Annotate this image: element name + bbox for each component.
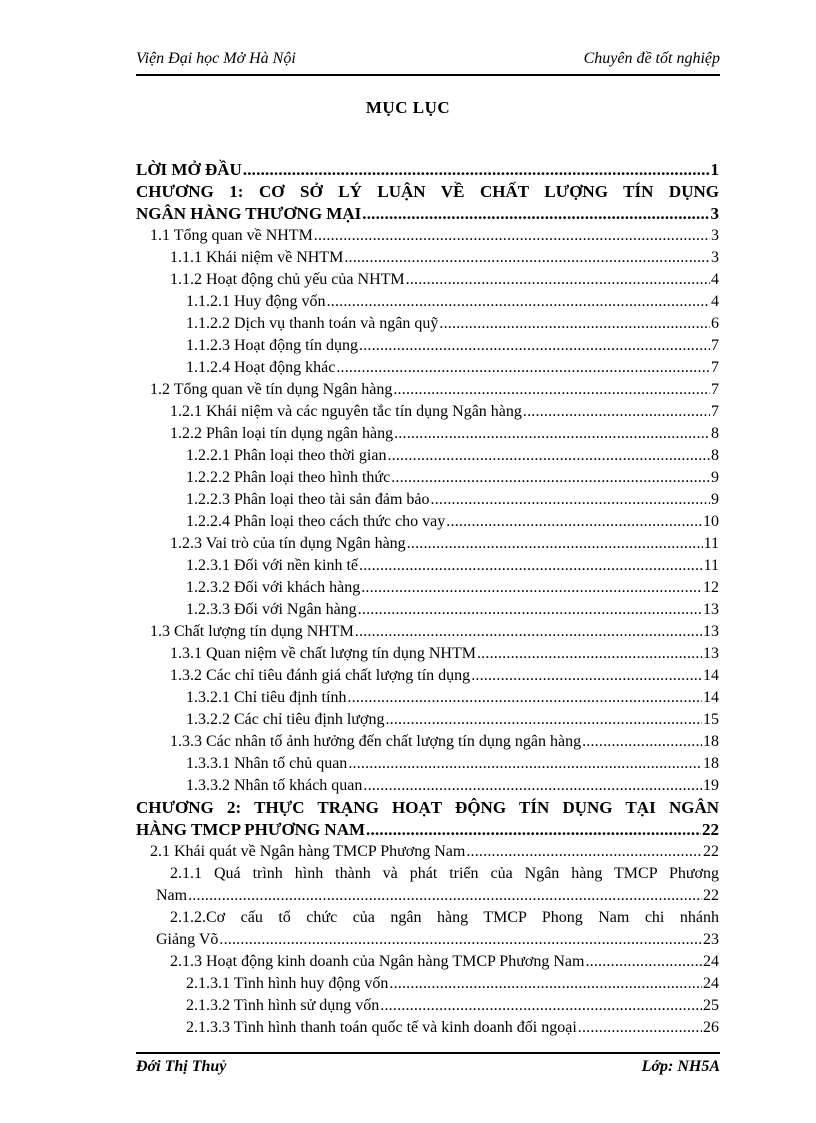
toc-leader-dots: [359, 555, 703, 577]
toc-page-number: 6: [711, 315, 719, 332]
toc-leader-dots: [406, 269, 710, 291]
toc-leader-dots: [327, 291, 710, 313]
toc-page-number: 24: [703, 975, 719, 992]
toc-entry-text: 1.2.3.1 Đối với nền kinh tế: [186, 557, 358, 574]
toc-entry: [136, 841, 719, 863]
toc-entry-text: 1.3.2 Các chỉ tiêu đánh giá chất lượng tín dụng: [170, 667, 471, 684]
toc-page-number: 23: [703, 931, 719, 948]
toc-entry: [136, 577, 719, 599]
toc-page-number: 4: [711, 271, 719, 288]
toc-entry-text: 1.1.2 Hoạt động chủ yếu của NHTM: [170, 271, 405, 288]
toc-leader-dots: [387, 445, 710, 467]
toc-leader-dots: [363, 775, 702, 797]
toc-leader-dots: [477, 643, 702, 665]
toc-entry-text: 1.3.2.2 Các chỉ tiêu định lượng: [186, 711, 385, 728]
toc-entry: [136, 951, 719, 973]
toc-leader-dots: [446, 511, 702, 533]
toc-page-number: 9: [711, 491, 719, 508]
toc-leader-dots: [439, 313, 710, 335]
toc-page-number: 19: [703, 777, 719, 794]
toc-leader-dots: [578, 1017, 702, 1039]
toc-leader-dots: [389, 973, 702, 995]
toc-page-number: 12: [703, 579, 719, 596]
toc-entry-text: 1.2.3.2 Đối với khách hàng: [186, 579, 361, 596]
toc-entry: [136, 687, 719, 709]
toc-page-number: 22: [702, 820, 719, 839]
toc-leader-dots: [394, 423, 710, 445]
toc-entry: [136, 467, 719, 489]
toc-entry-text: 2.1.3.2 Tình hình sử dụng vốn: [186, 997, 380, 1014]
toc-page-number: 13: [703, 601, 719, 618]
toc-entry: [136, 291, 719, 313]
toc-page-number: 8: [711, 447, 719, 464]
toc-entry-text: 1.3.1 Quan niệm về chất lượng tín dụng NHTM: [170, 645, 476, 662]
toc-leader-dots: [431, 489, 710, 511]
toc-leader-dots: [219, 929, 702, 951]
toc-entry-text: 2.1.3.3 Tình hình thanh toán quốc tế và kinh doanh đối ngoại: [186, 1019, 577, 1036]
toc-page-number: 18: [703, 733, 719, 750]
toc-leader-dots: [393, 379, 710, 401]
toc-entry-text: 1.1.1 Khái niệm về NHTM: [170, 249, 344, 266]
toc-leader-dots: [523, 401, 710, 423]
toc-leader-dots: [344, 247, 710, 269]
toc-entry-text: 1.3.3 Các nhân tố ảnh hưởng đến chất lượng tín dụng ngân hàng: [170, 733, 582, 750]
toc-leader-dots: [385, 709, 702, 731]
toc-page-number: 7: [711, 403, 719, 420]
toc-page-number: 14: [703, 689, 719, 706]
toc-leader-dots: [407, 533, 703, 555]
toc-entry: [136, 181, 719, 225]
toc-entry-text: 1.1 Tổng quan về NHTM: [150, 227, 313, 244]
page-footer: [136, 1052, 720, 1075]
toc-entry-text: 2.1.1 Quá trình hình thành và phát triển của Ngân hàng TMCP Phương: [170, 865, 719, 882]
toc-page-number: 25: [703, 997, 719, 1014]
toc-page-number: 14: [703, 667, 719, 684]
toc-entry-text: 1.1.2.2 Dịch vụ thanh toán và ngân quỹ: [186, 315, 439, 332]
toc-leader-dots: [362, 203, 709, 225]
page-title: MỤC LỤC: [365, 98, 451, 117]
toc-entry-text: 1.2.2 Phân loại tín dụng ngân hàng: [170, 425, 394, 442]
toc-entry-text: CHƯƠNG 1: CƠ SỞ LÝ LUẬN VỀ CHẤT LƯỢNG TÍN DỤNG: [136, 182, 719, 201]
toc-entry: [136, 379, 719, 401]
toc-leader-dots: [243, 159, 710, 181]
toc-page-number: 3: [711, 249, 719, 266]
header-doc-type: Chuyên đề tốt nghiệp: [583, 50, 720, 67]
toc-page-number: 10: [703, 513, 719, 530]
toc-entry-text: 1.2.1 Khái niệm và các nguyên tắc tín dụng Ngân hàng: [170, 403, 522, 420]
toc-entry: [136, 599, 719, 621]
table-of-contents: [136, 159, 719, 1039]
toc-page-number: 3: [710, 204, 719, 223]
toc-entry: [136, 335, 719, 357]
toc-entry: [136, 1017, 719, 1039]
toc-entry: [136, 357, 719, 379]
toc-entry-text: 1.1.2.1 Huy động vốn: [186, 293, 326, 310]
toc-entry-text: 1.1.2.3 Hoạt động tín dụng: [186, 337, 358, 354]
toc-entry: [136, 753, 719, 775]
toc-entry: [136, 313, 719, 335]
toc-entry: [136, 159, 719, 181]
toc-leader-dots: [314, 225, 710, 247]
toc-entry: [136, 401, 719, 423]
toc-entry-text: HÀNG TMCP PHƯƠNG NAM: [136, 820, 366, 839]
toc-entry-text: 1.3.3.2 Nhân tố khách quan: [186, 777, 363, 794]
toc-leader-dots: [391, 467, 710, 489]
toc-page-number: 11: [703, 557, 719, 574]
toc-entry: [136, 225, 719, 247]
toc-page-number: 26: [703, 1019, 719, 1036]
toc-entry: [136, 621, 719, 643]
toc-leader-dots: [366, 819, 701, 841]
toc-entry-text: 2.1.3.1 Tình hình huy động vốn: [186, 975, 389, 992]
toc-entry-text: 2.1 Khái quát về Ngân hàng TMCP Phương Nam: [150, 843, 466, 860]
toc-page-number: 7: [711, 381, 719, 398]
toc-leader-dots: [347, 687, 702, 709]
toc-entry-text: 1.2.2.1 Phân loại theo thời gian: [186, 447, 387, 464]
toc-leader-dots: [471, 665, 702, 687]
toc-entry-text: 1.2.3 Vai trò của tín dụng Ngân hàng: [170, 535, 406, 552]
toc-entry-text: 2.1.2.Cơ cấu tổ chức của ngân hàng TMCP Phong Nam chi nhánh: [170, 909, 719, 926]
toc-entry-text: LỜI MỞ ĐẦU: [136, 160, 242, 179]
toc-entry: [136, 555, 719, 577]
toc-entry: [136, 797, 719, 841]
toc-leader-dots: [355, 621, 702, 643]
toc-entry-text: 1.3.2.1 Chỉ tiêu định tính: [186, 689, 347, 706]
toc-leader-dots: [348, 753, 702, 775]
toc-page-number: 22: [703, 887, 719, 904]
toc-entry: [136, 907, 719, 951]
toc-entry-text: 1.2.3.3 Đối với Ngân hàng: [186, 601, 357, 618]
toc-page-number: 9: [711, 469, 719, 486]
toc-leader-dots: [359, 335, 710, 357]
toc-entry: [136, 731, 719, 753]
toc-entry: [136, 973, 719, 995]
toc-entry-text: NGÂN HÀNG THƯƠNG MẠI: [136, 204, 362, 223]
toc-leader-dots: [585, 951, 702, 973]
toc-entry: [136, 511, 719, 533]
toc-page-number: 7: [711, 337, 719, 354]
toc-leader-dots: [380, 995, 702, 1017]
toc-entry: [136, 863, 719, 907]
toc-entry-text: 1.2.2.2 Phân loại theo hình thức: [186, 469, 391, 486]
footer-author: Đới Thị Thuỷ: [136, 1058, 227, 1075]
toc-entry: [136, 533, 719, 555]
toc-entry: [136, 775, 719, 797]
toc-page-number: 22: [703, 843, 719, 860]
toc-entry-text: 1.3 Chất lượng tín dụng NHTM: [150, 623, 354, 640]
toc-page-number: 8: [711, 425, 719, 442]
toc-page-number: 3: [711, 227, 719, 244]
toc-entry-text: Nam: [156, 887, 188, 904]
header-institution: Viện Đại học Mở Hà Nội: [136, 50, 296, 67]
toc-page-number: 7: [711, 359, 719, 376]
toc-page-number: 4: [711, 293, 719, 310]
footer-class: Lớp: NH5A: [641, 1058, 720, 1075]
toc-leader-dots: [466, 841, 702, 863]
toc-entry: [136, 995, 719, 1017]
toc-entry: [136, 489, 719, 511]
toc-entry: [136, 423, 719, 445]
toc-entry-text: 2.1.3 Hoạt động kinh doanh của Ngân hàng TMCP Phương Nam: [170, 953, 585, 970]
toc-page-number: 1: [710, 160, 719, 179]
toc-leader-dots: [188, 885, 702, 907]
toc-entry: [136, 643, 719, 665]
toc-page-number: 24: [703, 953, 719, 970]
toc-entry: [136, 709, 719, 731]
toc-entry-text: 1.2.2.3 Phân loại theo tài sản đảm bảo: [186, 491, 430, 508]
toc-entry-text: Giảng Võ: [156, 931, 219, 948]
toc-page-number: 13: [703, 623, 719, 640]
toc-entry: [136, 247, 719, 269]
toc-entry-text: 1.1.2.4 Hoạt động khác: [186, 359, 336, 376]
toc-entry-text: 1.3.3.1 Nhân tố chủ quan: [186, 755, 348, 772]
toc-page-number: 18: [703, 755, 719, 772]
toc-entry-text: CHƯƠNG 2: THỰC TRẠNG HOẠT ĐỘNG TÍN DỤNG TẠI NGÂN: [136, 798, 719, 817]
toc-leader-dots: [358, 599, 702, 621]
toc-page-number: 13: [703, 645, 719, 662]
toc-entry: [136, 445, 719, 467]
toc-page-number: 11: [703, 535, 719, 552]
toc-entry: [136, 665, 719, 687]
toc-entry-text: 1.2.2.4 Phân loại theo cách thức cho vay: [186, 513, 446, 530]
toc-entry: [136, 269, 719, 291]
toc-leader-dots: [336, 357, 710, 379]
toc-entry-text: 1.2 Tổng quan về tín dụng Ngân hàng: [150, 381, 393, 398]
toc-leader-dots: [361, 577, 702, 599]
toc-leader-dots: [582, 731, 702, 753]
page-header: [136, 48, 720, 76]
toc-page-number: 15: [703, 711, 719, 728]
